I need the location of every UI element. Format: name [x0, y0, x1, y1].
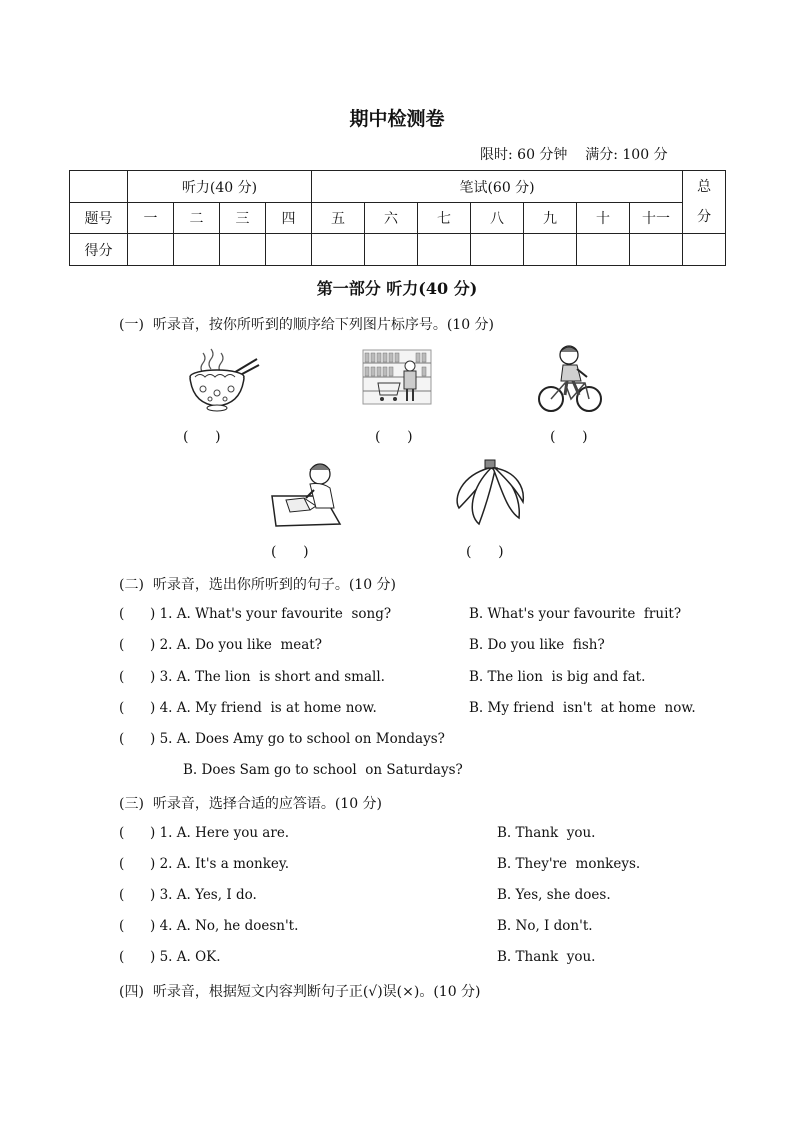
score-cell[interactable] [683, 234, 726, 266]
column-header: 十一 [630, 203, 683, 234]
total-label: 总分 [697, 179, 712, 225]
listening-group-header: 听力(40 分) [128, 171, 312, 203]
column-header: 三 [220, 203, 266, 234]
score-cell[interactable] [524, 234, 577, 266]
noodles-bowl-icon [183, 347, 263, 415]
column-header: 五 [312, 203, 365, 234]
written-group-header: 笔试(60 分) [312, 171, 683, 203]
score-cell[interactable] [630, 234, 683, 266]
question-option-a: ( ) 1. A. What's your favourite song? [119, 606, 392, 622]
column-header: 十 [577, 203, 630, 234]
question-option-b: B. Do you like fish? [469, 637, 605, 653]
section3-heading: (三) 听录音，选择合适的应答语。(10 分) [119, 796, 383, 812]
section2-heading: (二) 听录音，选出你所听到的句子。(10 分) [119, 577, 397, 593]
question-option-b: B. Thank you. [497, 949, 596, 965]
answer-bracket[interactable]: ( ) [550, 429, 588, 445]
question-option-a: ( ) 2. A. It's a monkey. [119, 856, 290, 872]
bananas-icon [451, 458, 526, 530]
question-option-a: ( ) 2. A. Do you like meat? [119, 637, 322, 653]
answer-bracket[interactable]: ( ) [183, 429, 221, 445]
question-option-b: B. Does Sam go to school on Saturdays? [183, 762, 463, 778]
column-header: 九 [524, 203, 577, 234]
question-option-b: B. My friend isn't at home now. [469, 700, 696, 716]
column-header: 一 [128, 203, 174, 234]
time-score-info: 限时: 60 分钟 满分: 100 分 [480, 147, 668, 163]
question-option-a: ( ) 3. A. Yes, I do. [119, 887, 257, 903]
boy-riding-bike-icon [535, 343, 605, 415]
question-option-b: B. Thank you. [497, 825, 596, 841]
column-header: 六 [365, 203, 418, 234]
question-number-label: 题号 [70, 203, 128, 234]
question-option-a: ( ) 1. A. Here you are. [119, 825, 290, 841]
column-header: 八 [471, 203, 524, 234]
score-row-label: 得分 [70, 234, 128, 266]
score-cell[interactable] [174, 234, 220, 266]
answer-bracket[interactable]: ( ) [466, 544, 504, 560]
question-option-a: ( ) 4. A. No, he doesn't. [119, 918, 299, 934]
section4-heading: (四) 听录音，根据短文内容判断句子正(√)误(×)。(10 分) [119, 984, 481, 1000]
total-header [683, 171, 726, 234]
supermarket-shopping-icon [362, 349, 432, 407]
question-option-b: B. No, I don't. [497, 918, 593, 934]
question-option-a: ( ) 3. A. The lion is short and small. [119, 669, 385, 685]
column-header: 四 [266, 203, 312, 234]
score-cell[interactable] [220, 234, 266, 266]
table-corner-cell [70, 171, 128, 203]
part-one-title: 第一部分 听力(40 分) [316, 279, 478, 298]
boy-reading-book-icon [270, 460, 350, 530]
score-cell[interactable] [128, 234, 174, 266]
score-cell[interactable] [266, 234, 312, 266]
column-header: 二 [174, 203, 220, 234]
section1-heading: (一) 听录音，按你所听到的顺序给下列图片标序号。(10 分) [119, 317, 495, 333]
score-cell[interactable] [577, 234, 630, 266]
question-option-b: B. Yes, she does. [497, 887, 611, 903]
question-option-a: ( ) 5. A. OK. [119, 949, 221, 965]
answer-bracket[interactable]: ( ) [375, 429, 413, 445]
score-table [69, 170, 726, 266]
score-cell[interactable] [365, 234, 418, 266]
score-cell[interactable] [418, 234, 471, 266]
question-option-a: ( ) 4. A. My friend is at home now. [119, 700, 377, 716]
question-option-b: B. They're monkeys. [497, 856, 641, 872]
score-cell[interactable] [471, 234, 524, 266]
column-header: 七 [418, 203, 471, 234]
question-option-b: B. The lion is big and fat. [469, 669, 646, 685]
question-option-a: ( ) 5. A. Does Amy go to school on Mondays? [119, 731, 445, 747]
answer-bracket[interactable]: ( ) [271, 544, 309, 560]
page-title: 期中检测卷 [349, 108, 445, 130]
question-option-b: B. What's your favourite fruit? [469, 606, 682, 622]
score-cell[interactable] [312, 234, 365, 266]
